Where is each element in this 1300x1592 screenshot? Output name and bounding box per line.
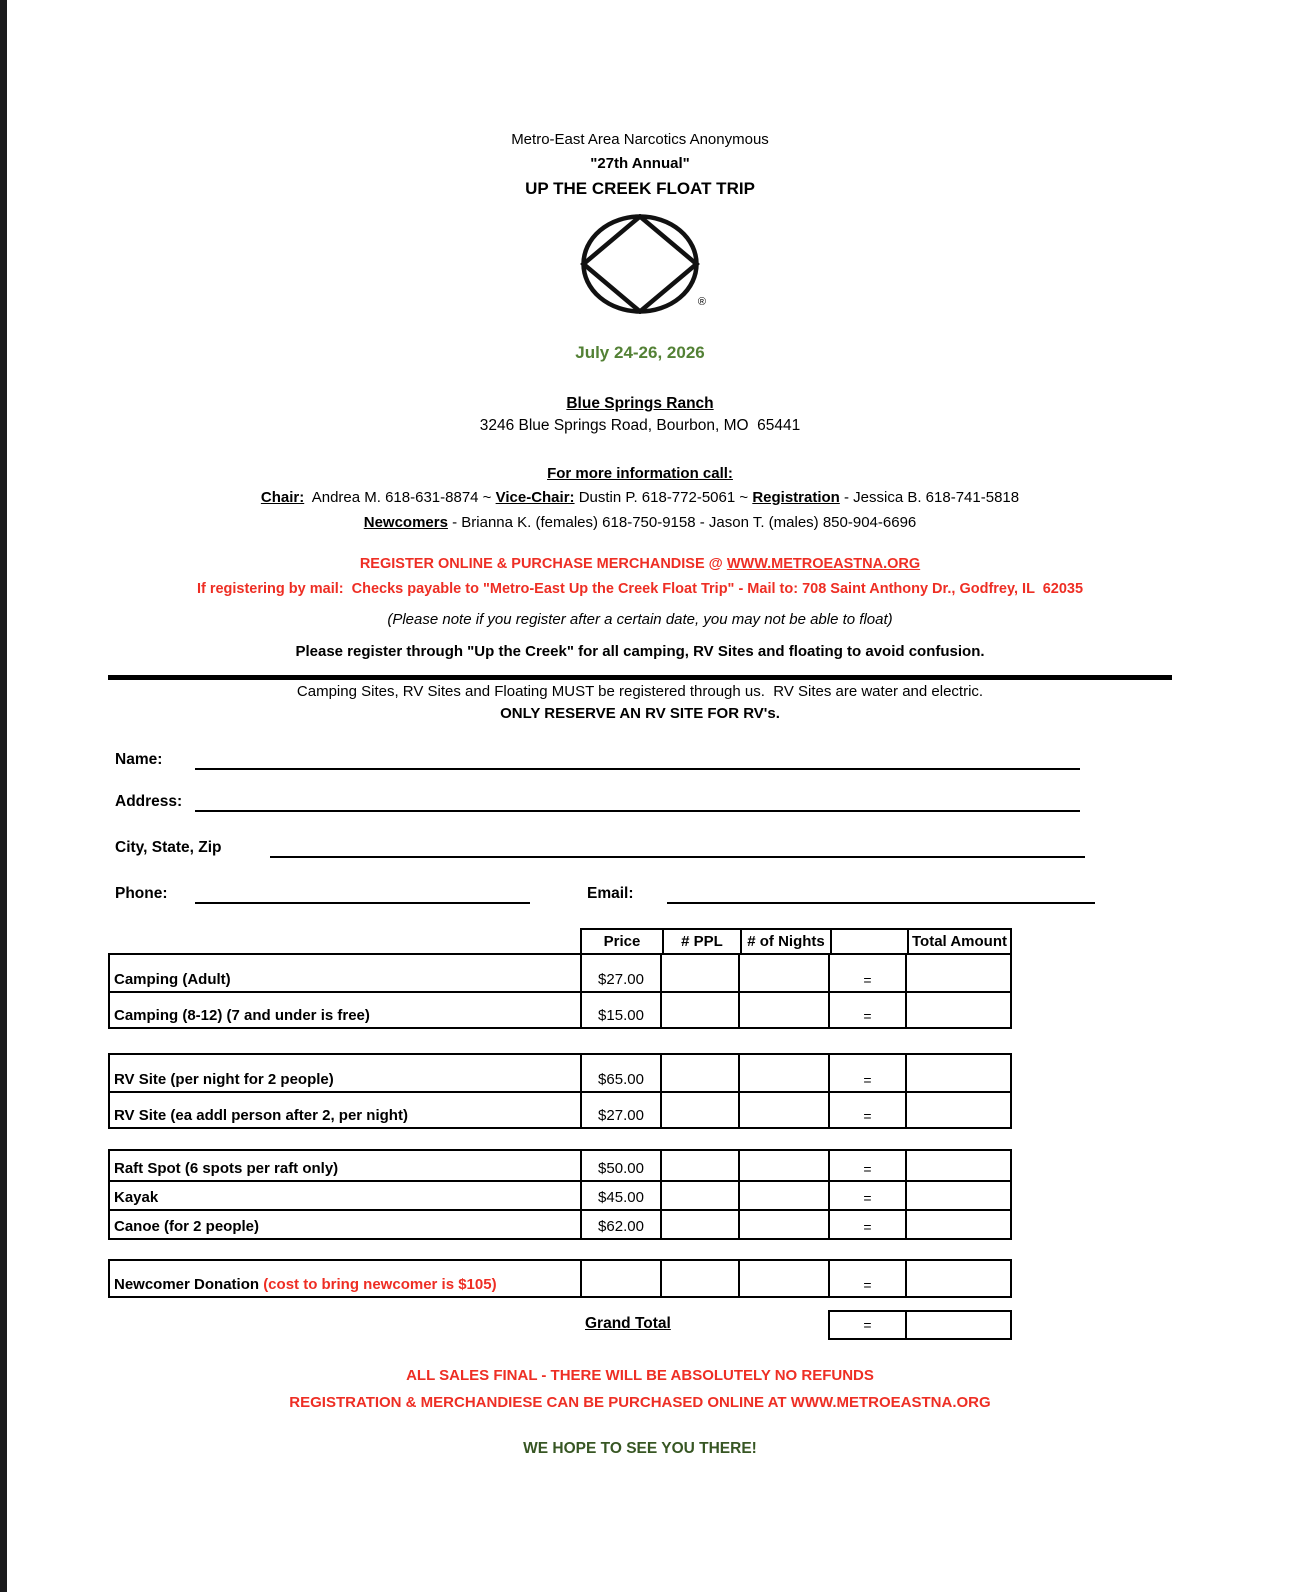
row-label: Raft Spot (6 spots per raft only) <box>114 1160 339 1177</box>
address-label: Address: <box>115 793 183 810</box>
table-row <box>110 1209 1010 1238</box>
city-state-zip-input-line[interactable] <box>270 838 1085 858</box>
register-online-text: REGISTER ONLINE & PURCHASE MERCHANDISE @ <box>359 556 727 572</box>
row-label: RV Site (ea addl person after 2, per night) <box>114 1107 408 1124</box>
venue-address: 3246 Blue Springs Road, Bourbon, MO 65441 <box>479 417 801 434</box>
register-through-line: Please register through "Up the Creek" for all camping, RV Sites and floating to avoid confusion. <box>295 643 985 660</box>
info-call-heading: For more information call: <box>547 465 733 482</box>
total-input-cell[interactable] <box>905 955 1010 991</box>
row-label: Camping (Adult) <box>114 971 231 988</box>
price-cell: $27.00 <box>580 955 660 991</box>
price-cell: $15.00 <box>580 993 660 1027</box>
mail-registration-line: If registering by mail: Checks payable to "Metro-East Up the Creek Float Trip" - Mail to: 708 Saint Anthony Dr., Godfrey, IL 62035 <box>196 581 1084 597</box>
phone-label: Phone: <box>115 885 168 902</box>
phone-email-field-row <box>108 884 1172 904</box>
equals-cell: = <box>828 1093 905 1127</box>
phone-input-line[interactable] <box>195 884 530 904</box>
org-name: Metro-East Area Narcotics Anonymous <box>511 131 769 148</box>
total-input-cell[interactable] <box>905 1261 1010 1296</box>
price-cell <box>580 1261 660 1296</box>
newcomer-group <box>108 1259 1012 1298</box>
table-row <box>110 1151 1010 1180</box>
na-logo <box>580 214 706 314</box>
registration-text: - Jessica B. 618-741-5818 <box>839 489 1020 506</box>
nights-input-cell[interactable] <box>738 1055 828 1091</box>
name-input-line[interactable] <box>195 750 1080 770</box>
venue-name: Blue Springs Ranch <box>566 395 714 412</box>
col-total: Total Amount <box>907 930 1010 953</box>
grand-total-label: Grand Total <box>585 1315 671 1332</box>
nights-input-cell[interactable] <box>738 1261 828 1296</box>
total-input-cell[interactable] <box>905 1055 1010 1091</box>
col-nights: # of Nights <box>740 930 830 953</box>
row-label: Camping (8-12) (7 and under is free) <box>114 1007 370 1024</box>
grand-total-equals-cell: = <box>828 1310 907 1340</box>
vice-chair-text: Dustin P. 618-772-5061 ~ <box>574 489 753 506</box>
nights-input-cell[interactable] <box>738 993 828 1027</box>
chair-contact-line <box>108 488 1172 508</box>
address-field-row <box>108 792 1172 812</box>
registered-mark: ® <box>697 296 706 308</box>
price-cell: $50.00 <box>580 1151 660 1180</box>
equals-cell: = <box>828 1211 905 1238</box>
equals-cell: = <box>828 993 905 1027</box>
camping-group <box>108 953 1012 1029</box>
nights-input-cell[interactable] <box>738 1093 828 1127</box>
form-content <box>108 0 1172 1459</box>
grand-total-input-cell[interactable] <box>905 1310 1012 1340</box>
ppl-input-cell[interactable] <box>660 993 738 1027</box>
total-input-cell[interactable] <box>905 1211 1010 1238</box>
col-ppl: # PPL <box>662 930 740 953</box>
ppl-input-cell[interactable] <box>660 1151 738 1180</box>
address-input-line[interactable] <box>195 792 1080 812</box>
nights-input-cell[interactable] <box>738 1211 828 1238</box>
table-row <box>110 1055 1010 1091</box>
row-label: Canoe (for 2 people) <box>114 1218 260 1235</box>
event-dates: July 24-26, 2026 <box>575 343 705 362</box>
float-group <box>108 1149 1012 1240</box>
row-label: Kayak <box>114 1189 159 1206</box>
name-label: Name: <box>115 751 163 768</box>
register-online-line <box>108 555 1172 573</box>
table-header-row <box>580 928 1012 955</box>
purchase-online-line: REGISTRATION & MERCHANDIESE CAN BE PURCHASED ONLINE AT WWW.METROEASTNA.ORG <box>289 1394 991 1411</box>
ppl-input-cell[interactable] <box>660 1093 738 1127</box>
chair-label: Chair: <box>260 489 305 506</box>
ppl-input-cell[interactable] <box>660 1182 738 1209</box>
newcomer-cost-note: (cost to bring newcomer is $105) <box>263 1276 497 1293</box>
na-symbol-icon <box>580 214 700 314</box>
nights-input-cell[interactable] <box>738 1151 828 1180</box>
newcomer-donation-label: Newcomer Donation <box>114 1276 264 1293</box>
price-cell: $62.00 <box>580 1211 660 1238</box>
row-label: RV Site (per night for 2 people) <box>114 1071 334 1088</box>
chair-text: Andrea M. 618-631-8874 ~ <box>304 489 496 506</box>
registration-label: Registration <box>752 489 840 506</box>
rv-group <box>108 1053 1012 1129</box>
price-cell: $65.00 <box>580 1055 660 1091</box>
nights-input-cell[interactable] <box>738 1182 828 1209</box>
no-refunds-line: ALL SALES FINAL - THERE WILL BE ABSOLUTELY NO REFUNDS <box>406 1367 874 1384</box>
total-input-cell[interactable] <box>905 1182 1010 1209</box>
city-state-zip-label: City, State, Zip <box>115 839 222 856</box>
name-field-row <box>108 750 1172 770</box>
ppl-input-cell[interactable] <box>660 1261 738 1296</box>
table-row <box>110 991 1010 1027</box>
rv-site-note-line: ONLY RESERVE AN RV SITE FOR RV's. <box>500 705 780 722</box>
annual-line: "27th Annual" <box>590 155 690 172</box>
equals-cell: = <box>828 1151 905 1180</box>
city-state-zip-field-row <box>108 838 1172 858</box>
table-row <box>110 1180 1010 1209</box>
grand-total-boxes <box>828 1310 1012 1340</box>
price-table <box>108 928 1172 1340</box>
nights-input-cell[interactable] <box>738 955 828 991</box>
newcomers-text: - Brianna K. (females) 618-750-9158 - Jason T. (males) 850-904-6696 <box>447 514 917 531</box>
newcomers-label: Newcomers <box>363 514 448 531</box>
register-note-line: (Please note if you register after a certain date, you may not be able to float) <box>387 611 893 628</box>
grand-total-row <box>108 1310 1172 1340</box>
vice-chair-label: Vice-Chair: <box>495 489 575 506</box>
equals-cell: = <box>828 1182 905 1209</box>
hope-line: WE HOPE TO SEE YOU THERE! <box>523 1440 757 1457</box>
event-title: UP THE CREEK FLOAT TRIP <box>525 179 755 198</box>
table-row <box>110 1091 1010 1127</box>
equals-cell: = <box>828 955 905 991</box>
equals-cell: = <box>828 1055 905 1091</box>
col-price: Price <box>603 933 641 950</box>
ppl-input-cell[interactable] <box>660 1055 738 1091</box>
price-cell: $27.00 <box>580 1093 660 1127</box>
equals-cell: = <box>828 1261 905 1296</box>
total-input-cell[interactable] <box>905 993 1010 1027</box>
email-input-line[interactable] <box>667 884 1095 904</box>
metroeastna-link[interactable]: WWW.METROEASTNA.ORG <box>726 556 921 572</box>
must-register-line: Camping Sites, RV Sites and Floating MUST be registered through us. RV Sites are water and electric. <box>296 683 984 700</box>
left-edge-bar <box>0 0 7 1592</box>
price-cell: $45.00 <box>580 1182 660 1209</box>
row-label <box>110 1261 580 1296</box>
table-row <box>110 1261 1010 1296</box>
table-row <box>110 955 1010 991</box>
section-divider <box>108 675 1172 680</box>
total-input-cell[interactable] <box>905 1093 1010 1127</box>
ppl-input-cell[interactable] <box>660 1211 738 1238</box>
email-label: Email: <box>587 885 634 902</box>
total-input-cell[interactable] <box>905 1151 1010 1180</box>
newcomers-line <box>108 513 1172 533</box>
col-blank <box>830 930 907 953</box>
ppl-input-cell[interactable] <box>660 955 738 991</box>
